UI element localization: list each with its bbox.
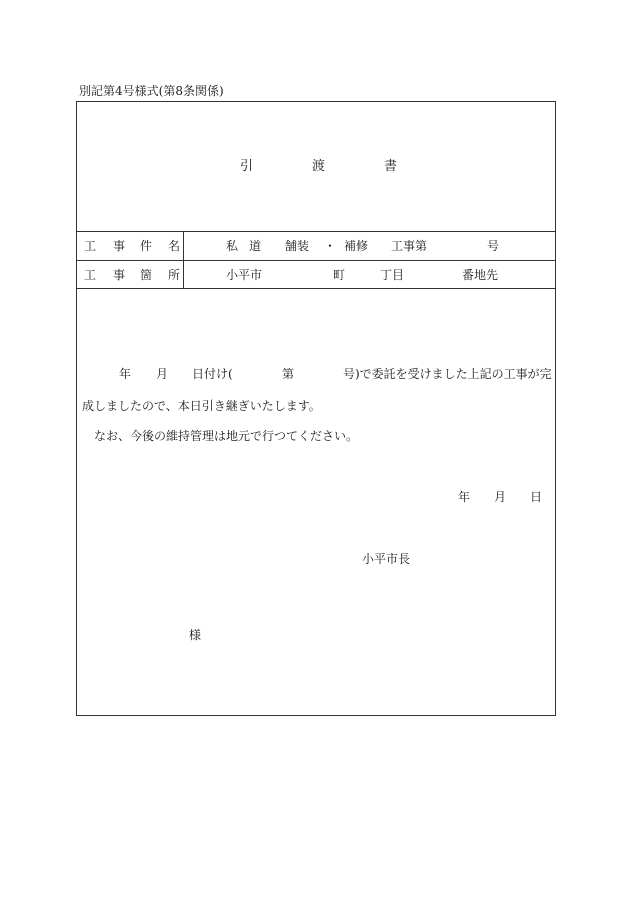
form-number-label: 別記第4号様式(第8条関係) <box>79 84 224 98</box>
label-char: 件 <box>140 239 153 253</box>
construction-number-prefix: 工事第 <box>391 239 428 253</box>
issue-month-char: 月 <box>494 490 507 504</box>
road-char: 道 <box>249 239 262 253</box>
month-char: 月 <box>156 367 169 381</box>
label-char: 工 <box>84 268 97 282</box>
paving-text: 舗装 <box>285 239 310 253</box>
dai-char: 第 <box>282 367 295 381</box>
table-column-divider <box>183 231 184 288</box>
form-frame <box>76 101 556 716</box>
label-char: 工 <box>84 239 97 253</box>
label-char: 箇 <box>140 268 153 282</box>
city-text: 小平市 <box>226 268 263 282</box>
title-char-1: 引 <box>240 159 254 174</box>
private-char: 私 <box>226 239 239 253</box>
label-char: 名 <box>168 239 181 253</box>
banchi-text: 番地先 <box>462 268 499 282</box>
chome-text: 丁目 <box>380 268 405 282</box>
label-char: 事 <box>113 239 126 253</box>
body-line-2: 成しましたので、本日引き継ぎいたします。 <box>82 399 321 413</box>
issuer-name: 小平市長 <box>362 552 411 566</box>
date-text: 日付け( <box>192 367 233 381</box>
table-middle-border <box>77 260 555 261</box>
repair-text: 補修 <box>344 239 369 253</box>
table-top-border <box>77 231 555 232</box>
separator-dot: ・ <box>324 239 337 253</box>
addressee-suffix: 様 <box>189 628 202 642</box>
construction-number-suffix: 号 <box>487 239 500 253</box>
town-char: 町 <box>333 268 346 282</box>
table-bottom-border <box>77 288 555 289</box>
commission-text: 号)で委託を受けました上記の工事が完 <box>343 367 552 381</box>
body-line-3: なお、今後の維持管理は地元で行つてください。 <box>94 429 359 443</box>
issue-day-char: 日 <box>530 490 543 504</box>
title-char-2: 渡 <box>312 159 326 174</box>
title-char-3: 書 <box>384 159 398 174</box>
issue-year-char: 年 <box>458 490 471 504</box>
label-char: 事 <box>113 268 126 282</box>
label-char: 所 <box>168 268 181 282</box>
year-char: 年 <box>119 367 132 381</box>
